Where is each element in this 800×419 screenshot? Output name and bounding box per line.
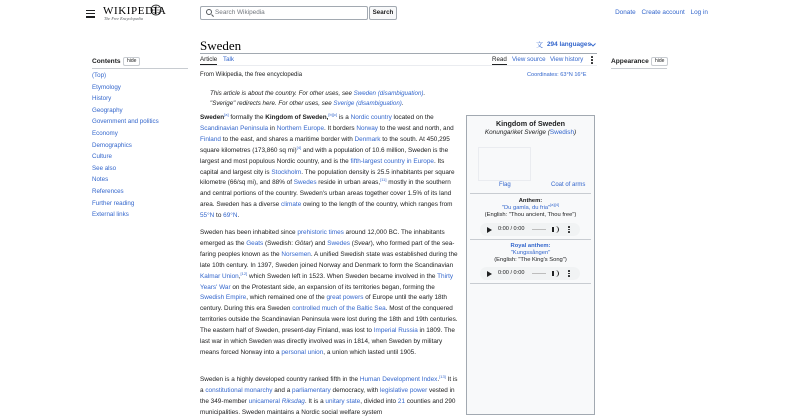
article-link[interactable]: Geats [246, 239, 264, 247]
royal-anthem-english: (English: "The King's Song") [494, 257, 567, 264]
paragraph-text: and a [272, 386, 293, 394]
paragraph-text: of Europe until the early 18th century. During this era Sweden [200, 294, 447, 313]
tab-view-source[interactable]: View source [512, 56, 546, 63]
hatnote: This article is about the country. For other uses, see Sweden (disambiguation). "Sverige" redirects here. For other uses, see Sverige (disambiguation). [210, 90, 426, 107]
article-link[interactable]: personal union [281, 348, 324, 356]
wikipedia-logo-wordmark[interactable]: WIKIPEDIA [103, 5, 167, 17]
search-placeholder: Search Wikipedia [215, 9, 265, 16]
search-button[interactable]: Search [369, 6, 397, 20]
article-link[interactable]: 69°N [223, 212, 238, 220]
toc-item[interactable]: References [92, 187, 124, 195]
toc-item[interactable]: Demographics [92, 141, 132, 149]
player-time: 0:00 / 0:00 [498, 226, 525, 232]
royal-anthem-block [466, 243, 595, 265]
toc-item[interactable]: Culture [92, 153, 112, 161]
search-icon [206, 9, 212, 15]
toc-hide-button[interactable]: hide [123, 57, 140, 66]
infobox-native-name [466, 129, 595, 136]
paragraph-text: to the south. At 450,295 square kilometres (173,860 sq mi) [200, 135, 450, 154]
paragraph-text: , [238, 272, 241, 280]
royal-anthem-name-link[interactable]: "Kungssången" [510, 250, 551, 257]
paragraph-text: which Sweden left in 1523. When Sweden became involved in the [247, 272, 438, 280]
player-menu-icon[interactable] [568, 270, 570, 278]
article-link[interactable]: constitutional monarchy [205, 386, 273, 394]
lead-paragraph-3 [200, 375, 460, 419]
paragraph-text: It is a [200, 376, 458, 394]
appearance-divider [611, 68, 667, 69]
toc-heading: Contents [92, 58, 121, 65]
main-menu-icon[interactable] [86, 10, 95, 18]
article-link[interactable]: Swedes [293, 179, 317, 187]
article-link[interactable]: Swedes [327, 239, 350, 247]
lead-paragraph-1 [200, 113, 460, 222]
paragraph-text: and with a population of 10.6 million, Sweden is the largest and most populous Nordic country, and is the [200, 146, 449, 165]
infobox-title: Kingdom of Sweden [495, 119, 566, 128]
paragraph-text: is a [337, 114, 351, 121]
article-link[interactable]: Human Development Index [359, 376, 438, 383]
citation-link[interactable]: [a] [224, 111, 229, 117]
more-tools-icon[interactable] [591, 56, 593, 65]
article-link[interactable]: Northern Europe [276, 124, 324, 132]
article-link[interactable]: controlled much of the Baltic Sea [292, 305, 386, 313]
coat-of-arms-caption-link[interactable]: Coat of arms [551, 182, 586, 188]
paragraph-text: . [237, 212, 240, 220]
toc-item[interactable]: History [92, 95, 112, 103]
paragraph-text: . It borders [324, 124, 357, 132]
native-name-suffix: ) [574, 129, 577, 136]
anthem-audio-player [480, 223, 580, 236]
article-link[interactable]: Nordic country [350, 114, 392, 121]
infobox-divider [470, 193, 591, 194]
flag-caption-link[interactable]: Flag [499, 182, 511, 188]
paragraph-text: in 1809. The last war in which Sweden was directly involved was in 1814, when Sweden by military means forced Norway into a [200, 327, 455, 356]
paragraph-text: mostly in the southern and central portions of the country. Sweden's urban areas together cover 1.5% of its land area. Sweden has a diverse [200, 179, 452, 209]
toc-item[interactable]: Economy [92, 129, 118, 137]
paragraph-text: . It is a [304, 397, 326, 405]
sverige-disambiguation-link[interactable]: Sverige (disambiguation) [333, 100, 402, 107]
citation-link[interactable]: [11] [380, 177, 387, 183]
tabs-divider [200, 65, 597, 66]
toc-item[interactable]: Government and politics [92, 118, 159, 126]
paragraph-text: on the Protestant side, an expansion of its territories began, forming the [230, 283, 435, 291]
paragraph-text: democracy, with [330, 386, 380, 394]
toc-divider [92, 68, 188, 69]
swedish-language-link[interactable]: Swedish [549, 129, 575, 136]
hatnote-text: This article is about the country. For other uses, see [210, 90, 354, 97]
toc-item[interactable]: Further reading [92, 199, 135, 207]
paragraph-text: , divided into [360, 397, 398, 405]
toc-item[interactable]: Geography [92, 106, 123, 114]
player-time: 0:00 / 0:00 [498, 270, 525, 276]
paragraph-text: , which remained one of the [246, 294, 327, 302]
royal-anthem-label[interactable]: Royal anthem: [510, 243, 551, 249]
anthem-english: (English: "Thou ancient, Thou free") [484, 212, 577, 219]
toc-item[interactable]: (Top) [92, 72, 107, 79]
paragraph-text: Sweden has been inhabited since [200, 229, 298, 236]
title-divider [200, 53, 597, 54]
site-subtitle: From Wikipedia, the free encyclopedia [200, 72, 303, 78]
paragraph-text: Sweden is a highly developed country ranked fifth in the [200, 376, 360, 383]
paragraph-text: . [437, 376, 440, 383]
progress-slider[interactable] [532, 229, 546, 230]
article-link[interactable]: Kalmar Union [200, 272, 239, 280]
paragraph-text: to [214, 212, 224, 220]
article-link[interactable]: Finland [200, 135, 221, 143]
paragraph-text: Kingdom of Sweden [265, 114, 327, 121]
article-link[interactable]: legislative power [380, 386, 428, 394]
appearance-heading: Appearance [611, 58, 649, 65]
anthem-citation[interactable]: [a][4] [550, 202, 560, 208]
paragraph-text: owing to the length of the country, which ranges from [301, 201, 453, 209]
paragraph-text: located on the [391, 114, 434, 121]
paragraph-text: ( [349, 239, 354, 247]
article-link[interactable]: Norway [356, 124, 378, 132]
tab-read[interactable]: Read [492, 56, 507, 63]
tab-view-history[interactable]: View history [550, 56, 584, 63]
citation-link[interactable]: [13] [439, 373, 446, 379]
anthem-label: Anthem: [518, 198, 543, 204]
citation-link[interactable]: [4] [296, 144, 302, 150]
language-button[interactable]: 294 languages [547, 41, 592, 48]
play-icon[interactable] [487, 227, 492, 233]
paragraph-text: to the west and north, and [378, 124, 454, 132]
wikipedia-logo-tagline: The Free Encyclopedia [104, 16, 143, 21]
page-title: Sweden [200, 38, 242, 53]
tab-talk[interactable]: Talk [223, 56, 235, 63]
article-link[interactable]: 55°N [200, 212, 215, 220]
create-account-link[interactable]: Create account [641, 9, 685, 16]
toc-item[interactable]: Etymology [92, 83, 121, 91]
paragraph-text: ), who formed part of the sea-faring peoples known as the [200, 239, 455, 258]
paragraph-text: , [326, 114, 329, 121]
toc-item[interactable]: Notes [92, 176, 109, 184]
article-link[interactable]: climate [281, 201, 302, 209]
citation-link[interactable]: [b][c] [328, 111, 338, 117]
chevron-down-icon [590, 43, 596, 47]
paragraph-text: Svear [353, 239, 371, 247]
paragraph-text: to the east, and shares a maritime border with [220, 135, 355, 143]
native-name-text: Konungariket Sverige ( [484, 129, 550, 136]
article-link[interactable]: 21 [397, 397, 406, 405]
paragraph-text: Götar [294, 239, 311, 247]
toc-item[interactable]: External links [92, 211, 129, 219]
anthem-name-link[interactable]: "Du gamla, du fria" [501, 205, 551, 212]
disambiguation-link[interactable]: Sweden (disambiguation) [353, 90, 424, 97]
article-link[interactable]: Norsemen [281, 250, 311, 258]
coordinates-link[interactable]: Coordinates: 63°N 16°E [527, 72, 587, 78]
article-link[interactable]: prehistoric times [297, 229, 344, 236]
flag-image-placeholder[interactable] [478, 147, 531, 181]
hatnote-text: "Sverige" redirects here. For other uses, see [210, 100, 334, 107]
login-link[interactable]: Log in [690, 9, 708, 16]
paragraph-text: . The population density is 25.5 inhabitants per square kilometre (66/sq mi), and 88% of [200, 168, 455, 187]
paragraph-text: . Its capital and largest city is [200, 157, 445, 176]
play-icon[interactable] [487, 271, 492, 277]
paragraph-text: formally the [228, 114, 266, 121]
appearance-hide-button[interactable]: hide [651, 57, 668, 66]
progress-slider[interactable] [532, 273, 546, 274]
article-link[interactable]: Stockholm [271, 168, 302, 176]
article-link[interactable]: Scandinavian Peninsula [200, 124, 269, 132]
tab-article[interactable]: Article [200, 56, 218, 63]
paragraph-text: ) and [310, 239, 328, 247]
paragraph-text: reside in urban areas, [316, 179, 381, 187]
donate-link[interactable]: Donate [615, 9, 636, 16]
paragraph-text: , a union which lasted until 1905. [323, 348, 417, 356]
article-link[interactable]: unicameral [248, 397, 280, 405]
article-link[interactable]: fifth-largest country in Europe [350, 157, 434, 165]
article-link[interactable]: Denmark [354, 135, 381, 143]
article-link[interactable]: Imperial Russia [373, 327, 418, 335]
toc-item[interactable]: See also [92, 164, 117, 172]
article-link[interactable]: Thirty Years' War [200, 272, 454, 291]
citation-link[interactable]: [12] [240, 270, 248, 276]
paragraph-text: vested in the 349-member [200, 386, 455, 405]
language-icon[interactable] [536, 40, 546, 49]
infobox-divider [470, 239, 591, 240]
article-link[interactable]: parliamentary [292, 386, 331, 394]
paragraph-text: (Swedish: [263, 239, 295, 247]
paragraph-text: around 12,000 BC. The inhabitants emerged as the [200, 229, 445, 247]
volume-icon[interactable] [552, 227, 557, 232]
paragraph-text: in [268, 124, 277, 132]
article-link[interactable]: unitary state [325, 397, 361, 405]
article-link[interactable]: Riksdag [281, 397, 305, 405]
anthem-block [466, 198, 595, 220]
article-link[interactable]: great powers [326, 294, 364, 302]
paragraph-text: Sweden [200, 114, 225, 121]
toc-list [92, 72, 159, 223]
infobox-divider [470, 283, 591, 284]
lead-paragraph-2 [200, 228, 460, 359]
player-menu-icon[interactable] [568, 226, 570, 234]
svg-text:文: 文 [536, 41, 543, 49]
paragraph-text: . Most of the conquered territories outside the Scandinavian Peninsula were lost during the 18th and 19th centuries. The eastern half of Sweden, present-day Finland, was lost to [200, 305, 458, 335]
royal-anthem-audio-player [480, 267, 580, 280]
volume-icon[interactable] [552, 271, 557, 276]
paragraph-text: . A unified Swedish state was established during the late 10th century. In 1397, Sweden joined Norway and Denmark to form the Scandinavian [200, 250, 458, 269]
paragraph-text: counties and 290 municipalities. Sweden maintains a Nordic social welfare system [200, 397, 456, 416]
article-link[interactable]: Swedish Empire [200, 294, 247, 302]
personal-tools [611, 9, 708, 16]
